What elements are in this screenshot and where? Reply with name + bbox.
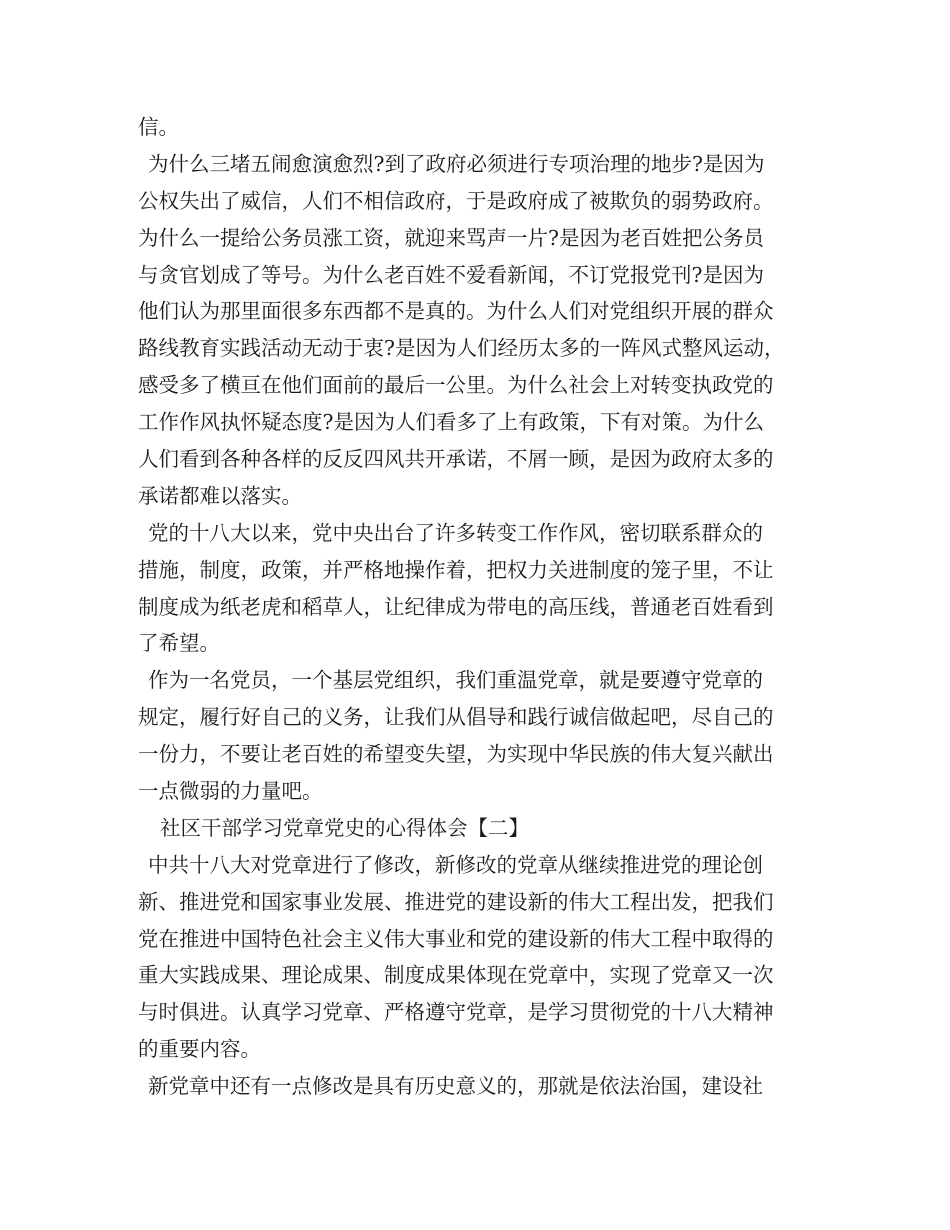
text-line: 新、推进党和国家事业发展、推进党的建设新的伟大工程出发，把我们 xyxy=(138,889,774,914)
text-line: 措施，制度，政策，并严格地操作着，把权力关进制度的笼子里，不让 xyxy=(138,557,774,582)
text-line: 为什么一提给公务员涨工资，就迎来骂声一片?是因为老百姓把公务员 xyxy=(138,225,764,250)
text-line: 的重要内容。 xyxy=(138,1037,261,1062)
text-line: 了希望。 xyxy=(138,631,220,656)
paragraph-start-line: 作为一名党员，一个基层党组织，我们重温党章，就是要遵守党章的 xyxy=(148,668,763,693)
text-line: 人们看到各种各样的反反四风共开承诺，不屑一顾，是因为政府太多的 xyxy=(138,447,774,472)
paragraph-start-line: 为什么三堵五闹愈演愈烈?到了政府必须进行专项治理的地步?是因为 xyxy=(148,151,765,176)
text-line: 与贪官划成了等号。为什么老百姓不爱看新闻，不订党报党刊?是因为 xyxy=(138,262,764,287)
text-line: 承诺都难以落实。 xyxy=(138,483,302,508)
text-line: 他们认为那里面很多东西都不是真的。为什么人们对党组织开展的群众 xyxy=(138,299,774,324)
text-line: 工作作风执怀疑态度?是因为人们看多了上有政策，下有对策。为什么 xyxy=(138,410,764,435)
paragraph-start-line: 新党章中还有一点修改是具有历史意义的，那就是依法治国，建设社 xyxy=(148,1074,763,1099)
text-line: 党在推进中国特色社会主义伟大事业和党的建设新的伟大工程中取得的 xyxy=(138,926,774,951)
text-line: 与时俱进。认真学习党章、严格遵守党章，是学习贯彻党的十八大精神 xyxy=(138,1000,774,1025)
text-line: 感受多了横亘在他们面前的最后一公里。为什么社会上对转变执政党的 xyxy=(138,373,774,398)
paragraph-start-line: 中共十八大对党章进行了修改，新修改的党章从继续推进党的理论创 xyxy=(148,852,763,877)
text-line: 规定，履行好自己的义务，让我们从倡导和践行诚信做起吧，尽自己的 xyxy=(138,705,774,730)
text-line: 一点微弱的力量吧。 xyxy=(138,779,323,804)
text-line: 公权失出了威信，人们不相信政府，于是政府成了被欺负的弱势政府。 xyxy=(138,188,774,213)
text-line: 一份力，不要让老百姓的希望变失望，为实现中华民族的伟大复兴献出 xyxy=(138,742,774,767)
text-line: 制度成为纸老虎和稻草人，让纪律成为带电的高压线，普通老百姓看到 xyxy=(138,594,774,619)
text-line: 重大实践成果、理论成果、制度成果体现在党章中，实现了党章又一次 xyxy=(138,963,774,988)
document-body xyxy=(138,109,818,1105)
section-heading: 社区干部学习党章党史的心得体会【二】 xyxy=(160,815,529,840)
paragraph-start-line: 党的十八大以来，党中央出台了许多转变工作作风，密切联系群众的 xyxy=(148,520,763,545)
text-line: 路线教育实践活动无动于衷?是因为人们经历太多的一阵风式整风运动， xyxy=(138,336,785,361)
text-line: 信。 xyxy=(138,115,179,139)
